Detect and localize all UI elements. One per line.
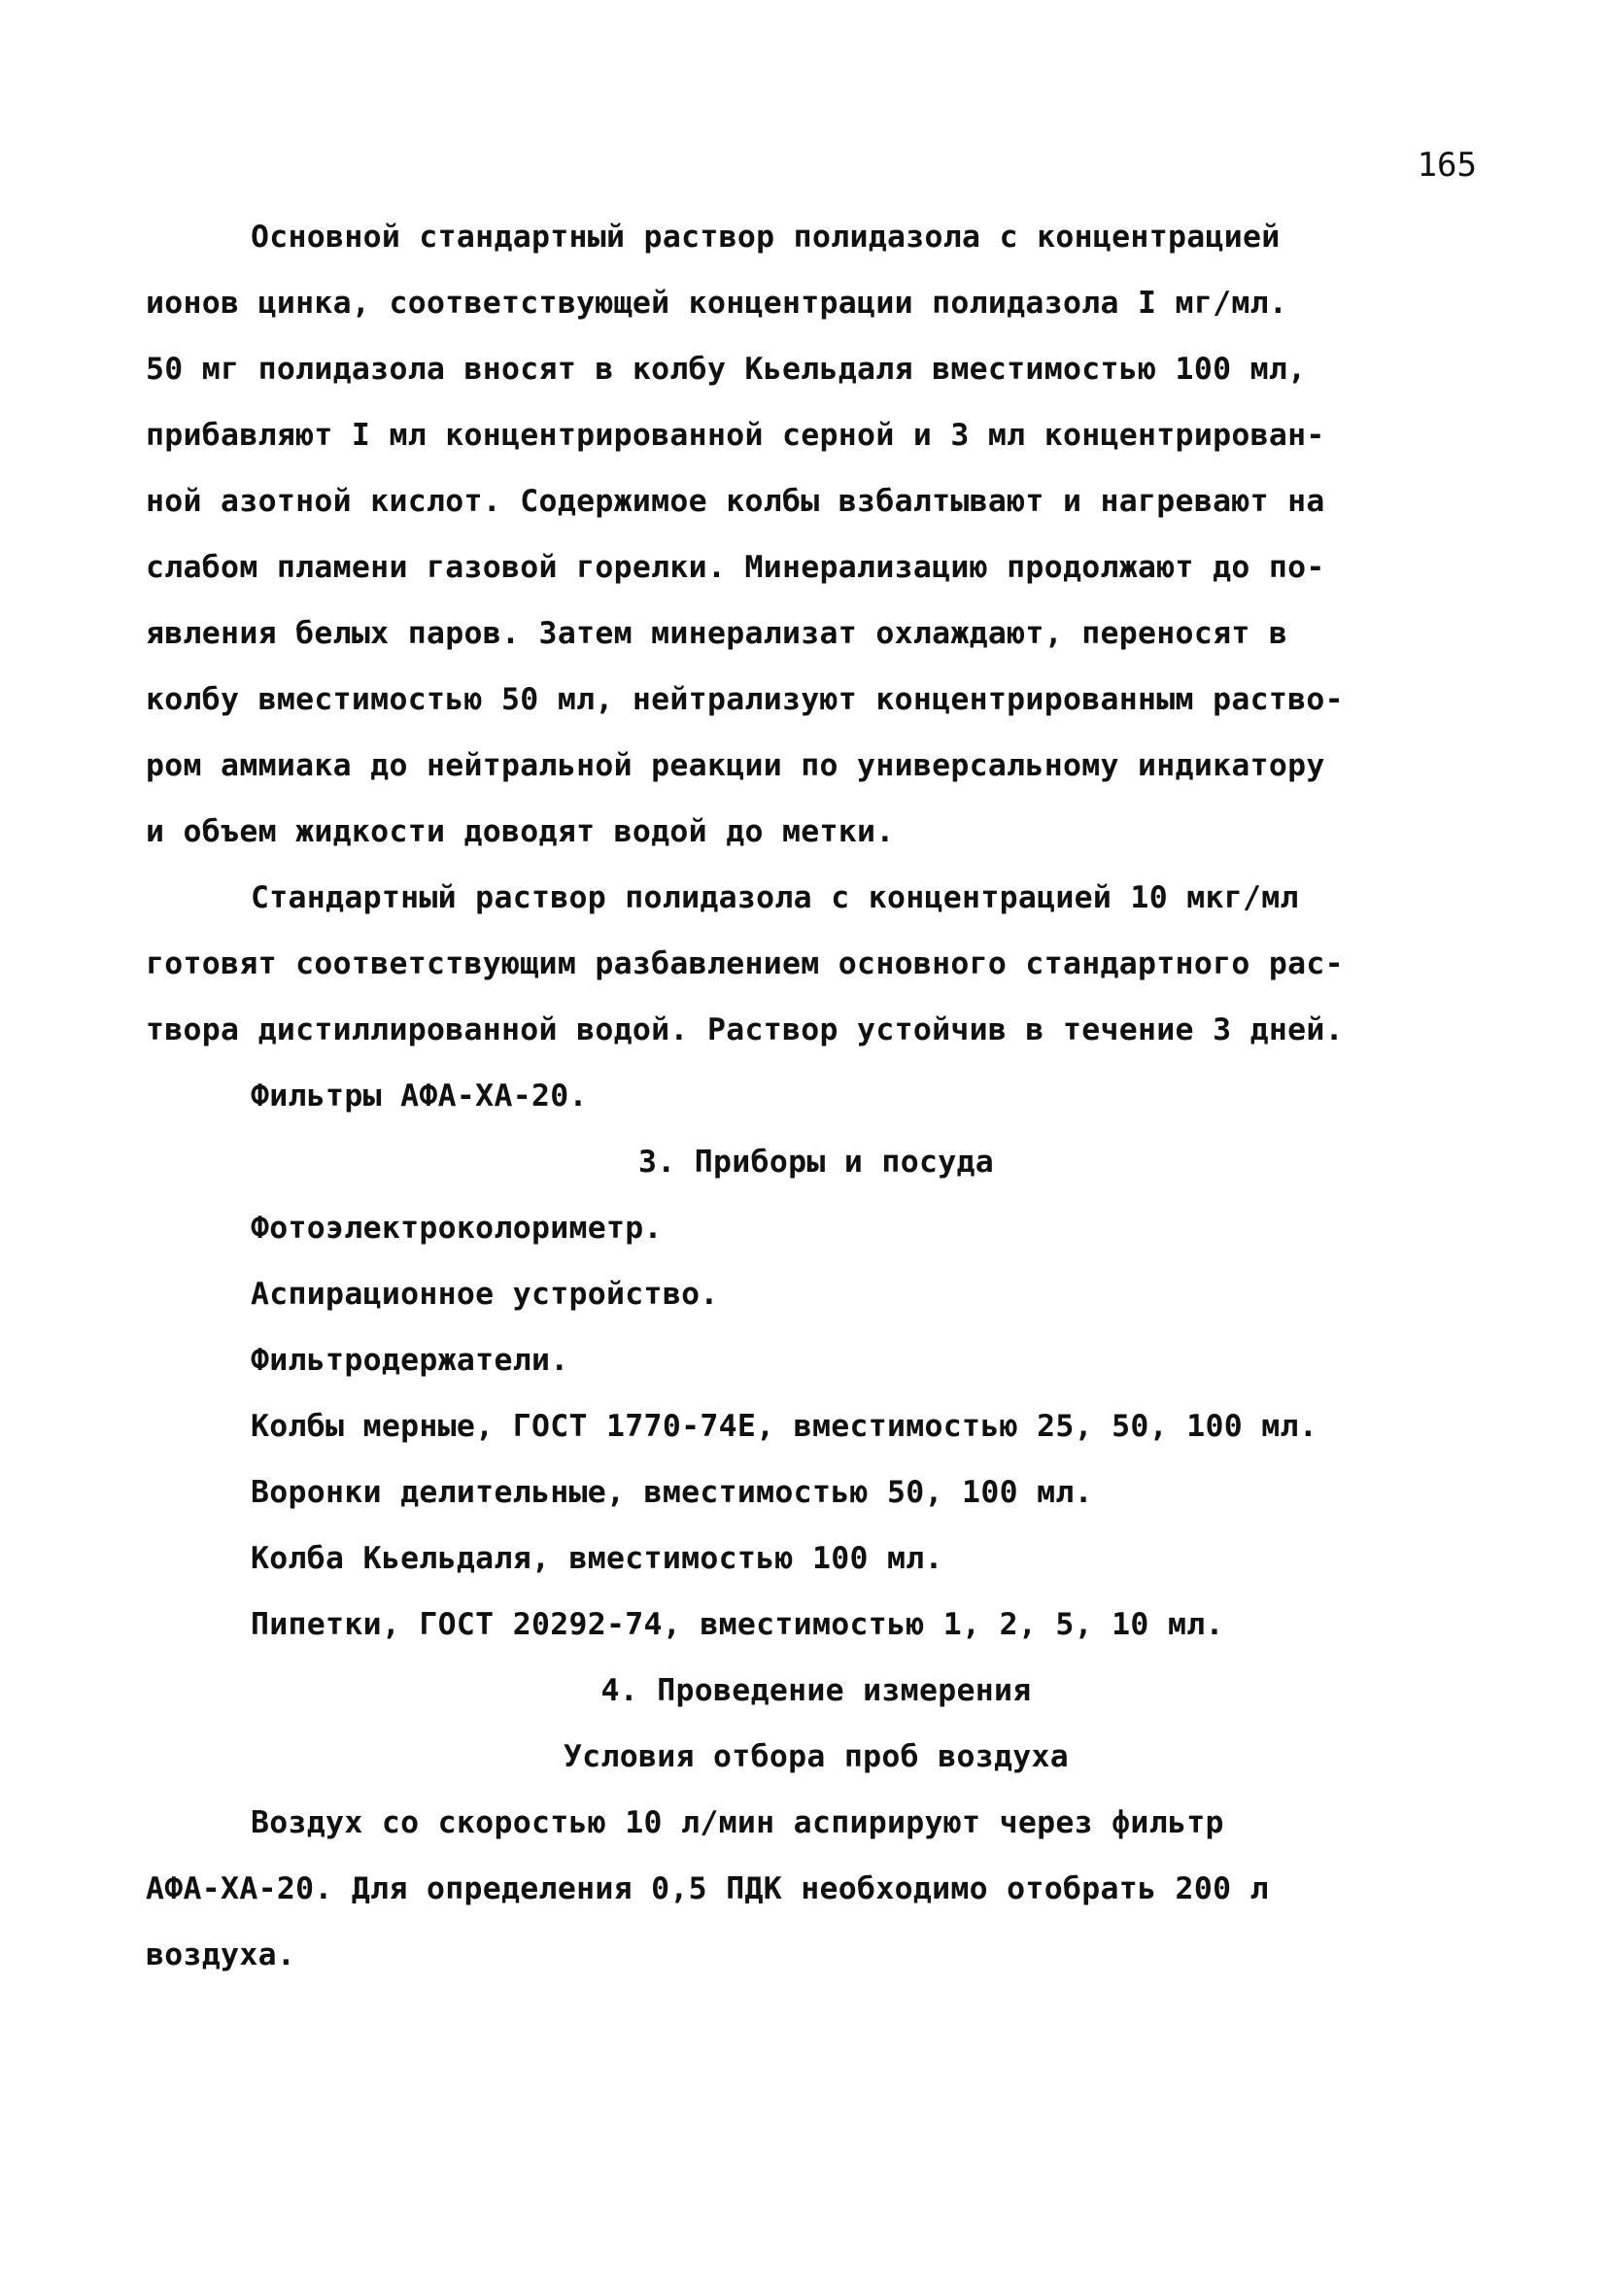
text-line: воздуха.	[146, 1937, 296, 1972]
text-line: 50 мг полидазола вносят в колбу Кьельдаля вместимостью 100 мл,	[146, 352, 1307, 387]
paragraph-working-solution	[146, 865, 1487, 1063]
equipment-item: Колба Кьельдаля, вместимостью 100 мл.	[251, 1541, 943, 1576]
equipment-item: Пипетки, ГОСТ 20292-74, вместимостью 1, 2, 5, 10 мл.	[251, 1607, 1224, 1642]
equipment-item: Фильтродержатели.	[251, 1343, 569, 1378]
equipment-item: Фотоэлектроколориметр.	[251, 1211, 663, 1246]
equipment-item: Колбы мерные, ГОСТ 1770-74Е, вместимостью 25, 50, 100 мл.	[251, 1409, 1318, 1444]
text-line: колбу вместимостью 50 мл, нейтрализуют концентрированным раство-	[146, 682, 1344, 717]
text-line: Основной стандартный раствор полидазола с концентрацией	[251, 220, 1281, 255]
filters-line: Фильтры АФА-ХА-20.	[251, 1079, 588, 1114]
page-text	[146, 204, 1487, 1988]
text-line: слабом пламени газовой горелки. Минерализацию продолжают до по-	[146, 550, 1325, 585]
equipment-list	[146, 1195, 1487, 1658]
section-4-heading: 4. Проведение измерения	[600, 1673, 1032, 1708]
text-line: ионов цинка, соответствующей концентрации полидазола I мг/мл.	[146, 286, 1288, 321]
equipment-item: Воронки делительные, вместимостью 50, 100 мл.	[251, 1475, 1093, 1510]
text-line: готовят соответствующим разбавлением основного стандартного рас-	[146, 946, 1344, 981]
text-line: ром аммиака до нейтральной реакции по универсальному индикатору	[146, 748, 1325, 783]
text-line: твора дистиллированной водой. Раствор устойчив в течение 3 дней.	[146, 1012, 1344, 1047]
paragraph-stock-solution	[146, 204, 1487, 865]
text-line: и объем жидкости доводят водой до метки.	[146, 814, 895, 849]
text-line: Стандартный раствор полидазола с концентрацией 10 мкг/мл	[251, 880, 1299, 915]
equipment-item: Аспирационное устройство.	[251, 1277, 719, 1312]
page-number: 165	[1417, 146, 1477, 185]
text-line: ной азотной кислот. Содержимое колбы взбалтывают и нагревают на	[146, 484, 1325, 519]
text-line: АФА-ХА-20. Для определения 0,5 ПДК необходимо отобрать 200 л	[146, 1871, 1269, 1906]
text-line: прибавляют I мл концентрированной серной и 3 мл концентрирован-	[146, 418, 1325, 453]
section-3-heading: 3. Приборы и посуда	[637, 1145, 995, 1180]
section-4-subheading: Условия отбора проб воздуха	[563, 1739, 1070, 1774]
text-line: Воздух со скоростью 10 л/мин аспирируют через фильтр	[251, 1805, 1224, 1840]
text-line: явления белых паров. Затем минерализат охлаждают, переносят в	[146, 616, 1288, 651]
paragraph-air-sampling	[146, 1790, 1487, 1988]
